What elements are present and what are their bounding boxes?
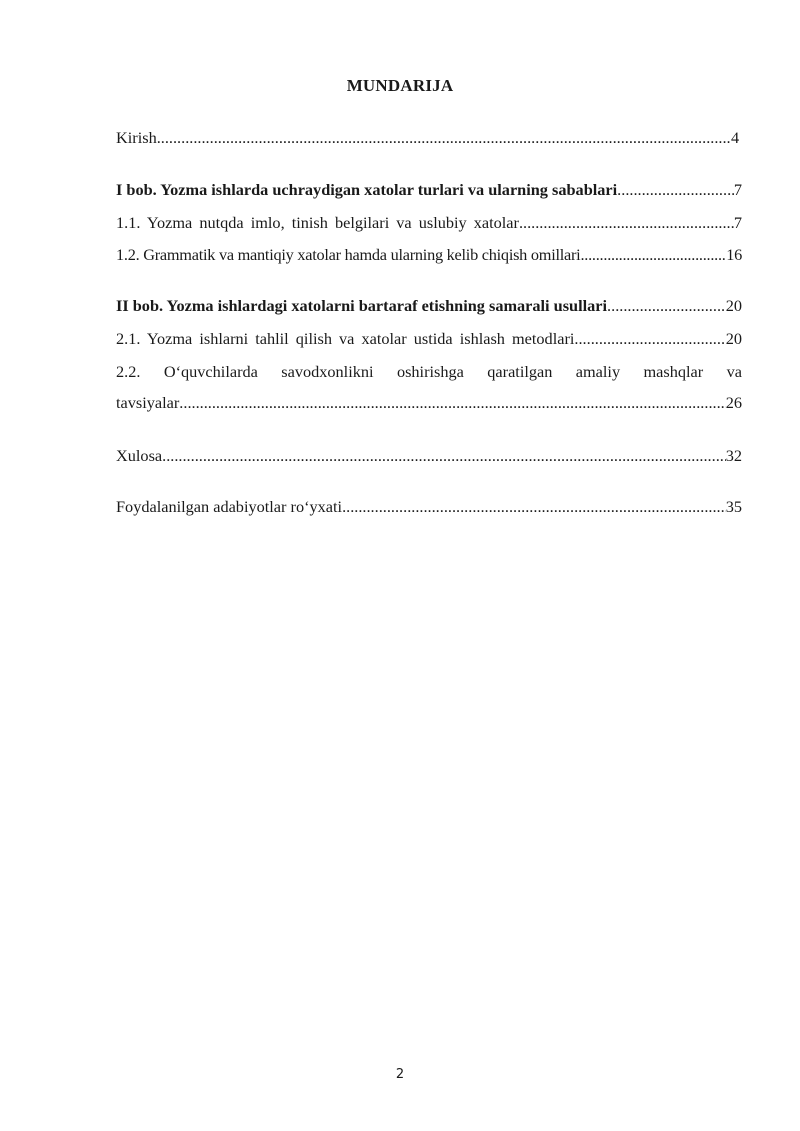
toc-entry-label: II bob. Yozma ishlardagi xatolarni bartaraf etishning samarali usullari [116,296,608,315]
toc-entry-section-2-1[interactable] [116,329,742,349]
toc-entry-adabiyotlar[interactable] [116,497,742,517]
toc-word: O‘quvchilarda [163,362,258,381]
dot-leader [157,128,731,148]
toc-entry-page: 32 [725,446,742,465]
toc-entry-section-2-2[interactable] [116,362,742,413]
toc-entry-chapter-1[interactable] [116,180,742,200]
page-number: 2 [395,1067,405,1082]
dot-leader [342,497,726,517]
toc-entry-section-1-2[interactable] [116,245,742,265]
toc-entry-label: I bob. Yozma ishlarda uchraydigan xatolar turlari va ularning sabablari [116,180,618,199]
toc-word: amaliy [575,362,621,381]
toc-entry-label: Kirish [116,128,157,147]
dot-leader [574,329,725,349]
toc-entry-page: 16 [726,245,742,264]
dot-leader [617,180,734,200]
toc-entry-label: 1.2. Grammatik va mantiqiy xatolar hamda ularning kelib chiqish omillari [116,245,581,264]
toc-entry-label: tavsiyalar [116,393,180,412]
toc-entry-label: Foydalanilgan adabiyotlar ro‘yxati [116,497,343,516]
toc-word: savodxonlikni [281,362,374,381]
toc-entry-page: 7 [733,180,742,199]
toc-word: mashqlar [643,362,704,381]
toc-entry-label: Xulosa [116,446,163,465]
dot-leader [519,213,734,233]
toc-entry-page: 7 [733,213,742,232]
toc-word: 2.2. [116,362,141,381]
toc-word: oshirishga [396,362,464,381]
dot-leader [580,245,726,265]
toc-entry-kirish[interactable] [116,128,742,148]
toc-entry-page: 35 [725,497,742,516]
toc-entry-chapter-2[interactable] [116,296,742,316]
toc-entry-label: 1.1. Yozma nutqda imlo, tinish belgilari va uslubiy xatolar [116,213,519,232]
dot-leader [607,296,726,316]
toc-entry-page: 20 [725,296,742,315]
dot-leader [162,446,726,466]
toc-entry-page: 20 [725,329,742,348]
toc-entry-page: 4 [731,128,740,147]
toc-entry-label-line-1 [116,362,742,382]
toc-entry-xulosa[interactable] [116,446,742,466]
toc-entry-page: 26 [725,393,742,412]
page-title: MUNDARIJA [346,76,454,95]
toc-entry-section-1-1[interactable] [116,213,742,233]
dot-leader [179,393,725,413]
toc-word: qaratilgan [487,362,553,381]
toc-word: va [726,362,742,381]
toc-entry-label-line-2 [116,393,742,413]
toc-entry-label: 2.1. Yozma ishlarni tahlil qilish va xatolar ustida ishlash metodlari [116,329,575,348]
